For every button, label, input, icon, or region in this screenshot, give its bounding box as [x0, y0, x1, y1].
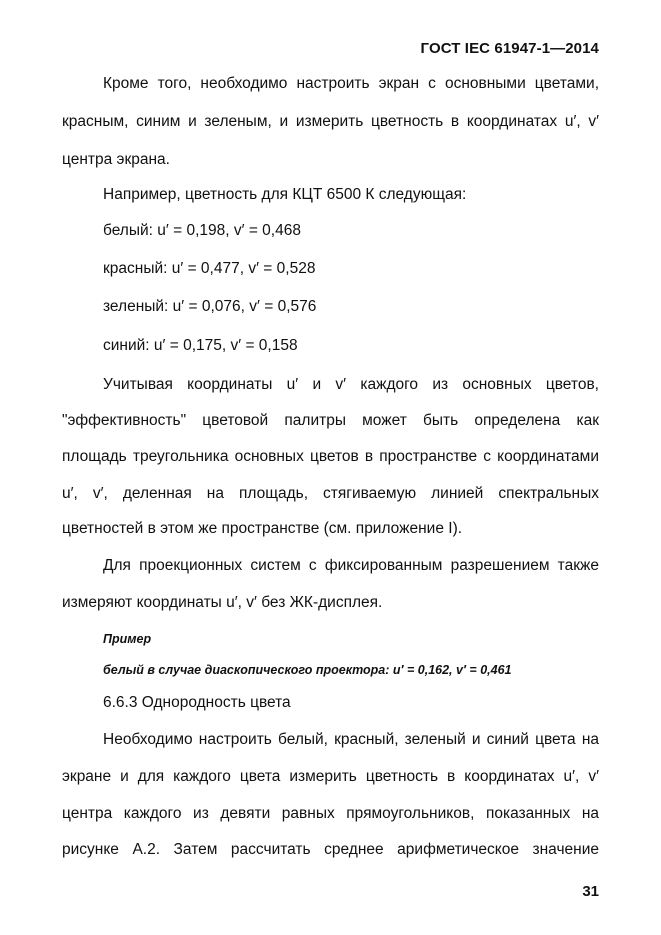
text-line: рисунке А.2. Затем рассчитать среднее арифметическое значение: [62, 841, 599, 858]
standard-header: ГОСТ IEC 61947-1—2014: [420, 40, 599, 57]
text-line: измеряют координаты u′, v′ без ЖК-дисплея.: [62, 594, 383, 611]
text-line: экране и для каждого цвета измерить цветность в координатах u′, v′: [62, 768, 599, 785]
text-line: Например, цветность для КЦТ 6500 К следующая:: [103, 186, 467, 203]
text-line: u′, v′, деленная на площадь, стягиваемую линией спектральных: [62, 485, 599, 502]
text-line: Необходимо настроить белый, красный, зеленый и синий цвета на: [103, 731, 599, 748]
page-number: 31: [582, 883, 599, 900]
list-item: красный: u′ = 0,477, v′ = 0,528: [103, 260, 316, 277]
text-line: красным, синим и зеленым, и измерить цветность в координатах u′, v′: [62, 113, 599, 130]
example-label: Пример: [103, 632, 152, 646]
text-line: "эффективность" цветовой палитры может быть определена как: [62, 412, 599, 429]
text-line: Кроме того, необходимо настроить экран с основными цветами,: [103, 75, 599, 92]
text-line: цветностей в этом же пространстве (см. приложение I).: [62, 520, 463, 537]
text-line: центра каждого из девяти равных прямоугольников, показанных на: [62, 805, 599, 822]
text-line: Учитывая координаты u′ и v′ каждого из основных цветов,: [103, 376, 599, 393]
list-item: синий: u′ = 0,175, v′ = 0,158: [103, 337, 298, 354]
list-item: белый: u′ = 0,198, v′ = 0,468: [103, 222, 301, 239]
text-line: центра экрана.: [62, 151, 170, 168]
example-text: белый в случае диаскопического проектора: u′ = 0,162, v′ = 0,461: [103, 663, 512, 677]
list-item: зеленый: u′ = 0,076, v′ = 0,576: [103, 298, 317, 315]
text-line: площадь треугольника основных цветов в пространстве с координатами: [62, 448, 599, 465]
text-line: Для проекционных систем с фиксированным разрешением также: [103, 557, 599, 574]
section-heading: 6.6.3 Однородность цвета: [103, 694, 291, 711]
